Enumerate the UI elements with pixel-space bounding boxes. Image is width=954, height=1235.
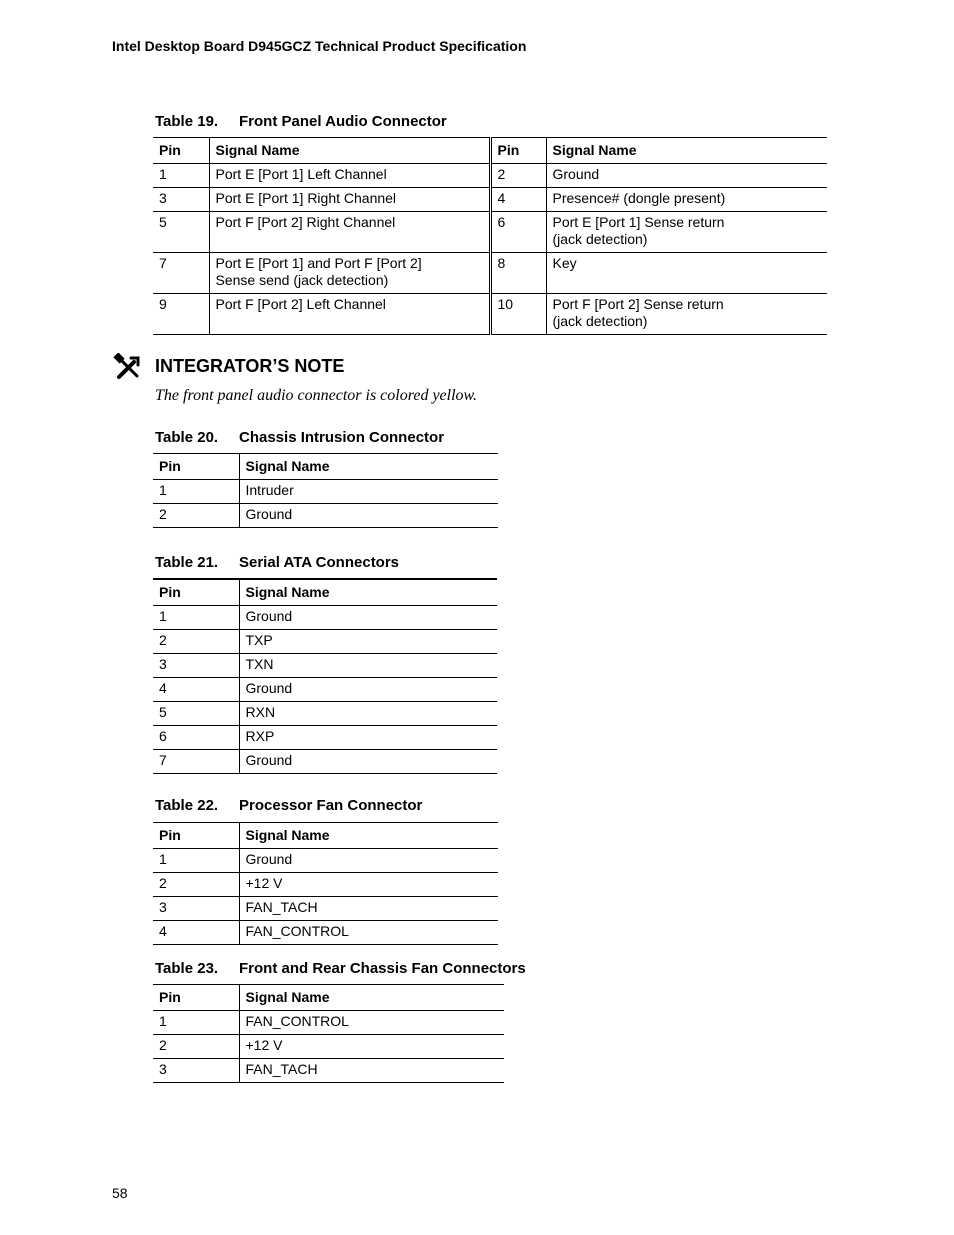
pin-cell: 3: [153, 897, 239, 921]
table-title: Front and Rear Chassis Fan Connectors: [239, 960, 526, 977]
pin-cell: 4: [153, 678, 239, 702]
table-row: [153, 702, 497, 726]
signal-name-cell: Port F [Port 2] Right Channel: [209, 212, 490, 253]
signal-name-cell: FAN_TACH: [245, 1061, 318, 1077]
table-row: [153, 164, 827, 188]
processor-fan-table: [153, 822, 498, 945]
table-header-row: [153, 985, 504, 1011]
serial-ata-table: [153, 578, 497, 774]
column-header: Signal Name: [546, 138, 827, 164]
signal-name-cell: +12 V: [239, 873, 498, 897]
table-number: Table 21.: [155, 554, 219, 571]
table-row: [153, 1059, 504, 1083]
signal-name-cell: Port E [Port 1] Right Channel: [209, 188, 490, 212]
table-row: [153, 921, 498, 945]
column-header: Pin: [153, 454, 239, 480]
signal-name-cell: RXP: [239, 726, 497, 750]
signal-name-cell: Ground: [239, 678, 497, 702]
table-23-caption: [155, 960, 526, 977]
pin-cell: 3: [153, 188, 209, 212]
signal-name-cell: +12 V: [239, 1035, 504, 1059]
table-row: [153, 294, 827, 335]
signal-name-cell: Key: [546, 253, 827, 294]
column-header: Signal Name: [209, 138, 490, 164]
signal-name-cell: Ground: [239, 606, 497, 630]
pin-cell: 4: [153, 921, 239, 945]
table-title: Serial ATA Connectors: [239, 554, 400, 571]
table-21-caption: [155, 554, 399, 571]
pin-cell: 2: [153, 873, 239, 897]
pin-cell: 3: [153, 654, 239, 678]
table-row: [153, 873, 498, 897]
note-title: INTEGRATOR’S NOTE: [155, 356, 345, 376]
pin-cell: 6: [153, 726, 239, 750]
table-row: [153, 188, 827, 212]
pin-cell: 1: [153, 164, 209, 188]
table-header-row: [153, 579, 497, 606]
pin-cell: 5: [153, 212, 209, 253]
pin-cell: 2: [490, 164, 546, 188]
table-row: [153, 849, 498, 873]
column-header: Pin: [153, 138, 209, 164]
table-row: [153, 750, 497, 774]
pin-cell: 1: [153, 849, 239, 873]
table-22-caption: [155, 797, 422, 814]
pin-cell: 5: [153, 702, 239, 726]
table-row: [153, 654, 497, 678]
table-row: [153, 480, 498, 504]
column-header: Pin: [153, 823, 239, 849]
signal-name-cell: Presence# (dongle present): [546, 188, 827, 212]
pin-cell: 2: [153, 1035, 239, 1059]
table-number: Table 20.: [155, 429, 219, 446]
column-header: Signal Name: [239, 579, 497, 606]
pin-cell: 1: [153, 480, 239, 504]
signal-name-cell: Ground: [245, 752, 293, 768]
pin-cell: 4: [490, 188, 546, 212]
table-header-row: [153, 454, 498, 480]
signal-name-cell: FAN_CONTROL: [239, 1011, 504, 1035]
table-row: [153, 606, 497, 630]
table-row: [153, 504, 498, 528]
page-header: Intel Desktop Board D945GCZ Technical Product Specification: [112, 38, 527, 54]
table-number: Table 22.: [155, 797, 219, 814]
signal-name-cell: Port F [Port 2] Sense return (jack detection): [552, 296, 724, 329]
pin-cell: 6: [490, 212, 546, 253]
column-header: Signal Name: [239, 985, 504, 1011]
table-row: [153, 212, 827, 253]
signal-name-cell: Port F [Port 2] Left Channel: [209, 294, 490, 335]
pin-cell: 8: [490, 253, 546, 294]
tools-icon: [113, 353, 143, 383]
pin-cell: 7: [153, 253, 209, 294]
signal-name-cell: Port E [Port 1] Sense return (jack detection): [546, 212, 827, 253]
column-header: Pin: [153, 985, 239, 1011]
front-panel-audio-table: [153, 137, 827, 335]
table-19-caption: [155, 113, 447, 130]
table-row: [153, 630, 497, 654]
signal-name-cell: TXP: [239, 630, 497, 654]
table-20-caption: [155, 429, 444, 446]
signal-name-cell: Port E [Port 1] and Port F [Port 2] Sense send (jack detection): [209, 253, 490, 294]
signal-name-cell: Ground: [239, 849, 498, 873]
pin-cell: 1: [153, 606, 239, 630]
signal-name-cell: Ground: [245, 506, 293, 522]
chassis-fan-table: [153, 984, 504, 1083]
table-row: [153, 253, 827, 294]
table-header-row: [153, 138, 827, 164]
column-header: Pin: [153, 579, 239, 606]
table-number: Table 23.: [155, 960, 219, 977]
table-row: [153, 1035, 504, 1059]
table-row: [153, 1011, 504, 1035]
pin-cell: 2: [153, 504, 239, 528]
note-text: The front panel audio connector is colored yellow.: [155, 387, 478, 404]
table-number: Table 19.: [155, 113, 219, 130]
table-row: [153, 897, 498, 921]
signal-name-cell: Ground: [546, 164, 827, 188]
signal-name-cell: RXN: [239, 702, 497, 726]
signal-name-cell: Intruder: [239, 480, 498, 504]
column-header: Signal Name: [239, 823, 498, 849]
signal-name-cell: FAN_CONTROL: [245, 923, 349, 939]
pin-cell: 10: [490, 294, 546, 335]
column-header: Pin: [490, 138, 546, 164]
table-header-row: [153, 823, 498, 849]
pin-cell: 9: [153, 294, 209, 335]
table-title: Processor Fan Connector: [239, 797, 423, 814]
page-number: 58: [112, 1185, 128, 1201]
column-header: Signal Name: [239, 454, 498, 480]
table-title: Front Panel Audio Connector: [239, 113, 447, 130]
pin-cell: 7: [153, 750, 239, 774]
signal-name-cell: TXN: [239, 654, 497, 678]
table-row: [153, 678, 497, 702]
table-title: Chassis Intrusion Connector: [239, 429, 445, 446]
chassis-intrusion-table: [153, 453, 498, 528]
table-row: [153, 726, 497, 750]
signal-name-cell: FAN_TACH: [239, 897, 498, 921]
pin-cell: 1: [153, 1011, 239, 1035]
pin-cell: 3: [153, 1059, 239, 1083]
signal-name-cell: Port E [Port 1] Left Channel: [209, 164, 490, 188]
pin-cell: 2: [153, 630, 239, 654]
